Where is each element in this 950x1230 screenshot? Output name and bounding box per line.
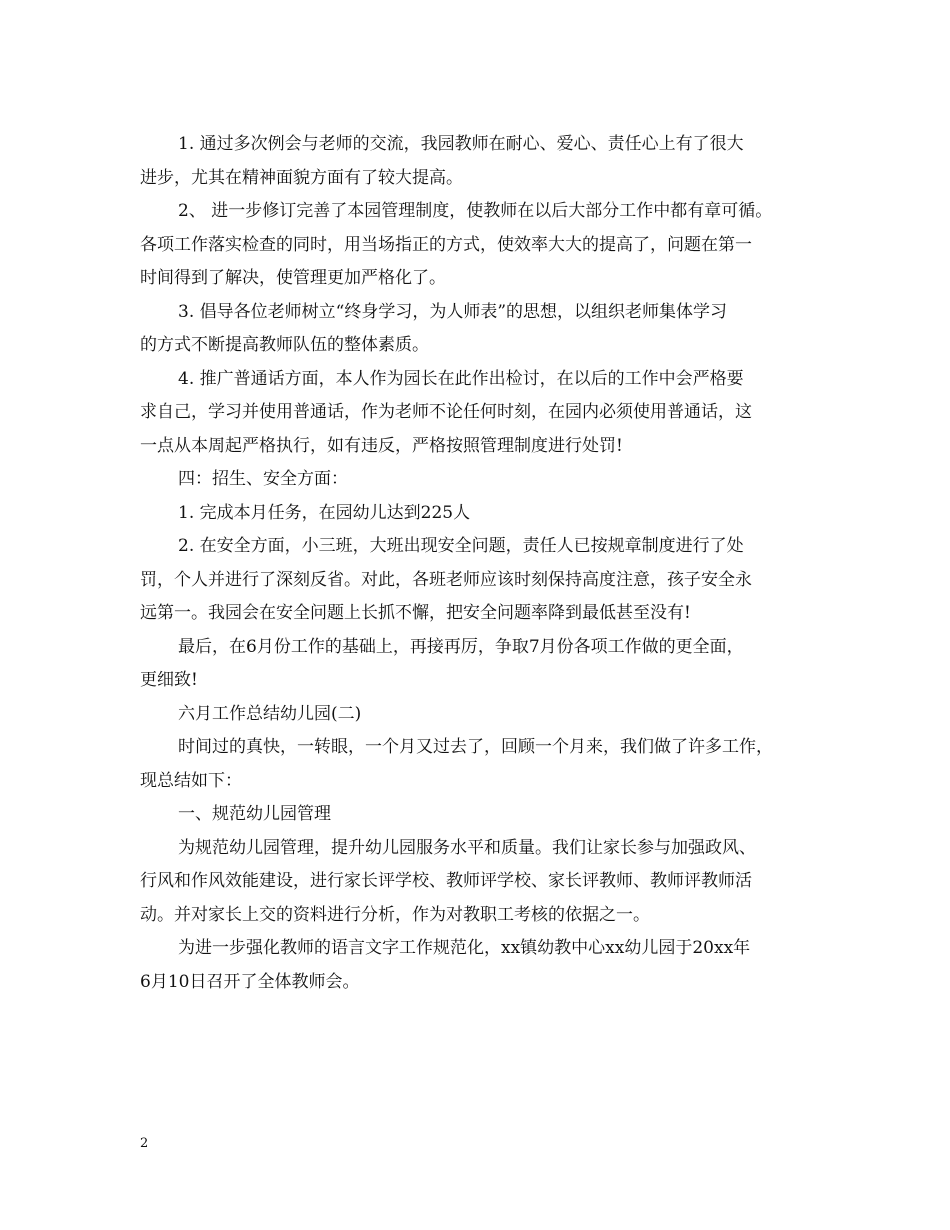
text-line: 2. 在安全方面，小三班，大班出现安全问题，责任人已按规章制度进行了处: [178, 536, 744, 556]
text-line: 求自己，学习并使用普通话，作为老师不论任何时刻，在园内必须使用普通话，这: [140, 402, 752, 422]
page-number: 2: [140, 1136, 149, 1151]
text-line: 4. 推广普通话方面，本人作为园长在此作出检讨，在以后的工作中会严格要: [178, 368, 744, 389]
text-line: 一点从本周起严格执行，如有违反，严格按照管理制度进行处罚!: [140, 435, 623, 456]
text-line: 3. 倡导各位老师树立“终身学习，为人师表”的思想，以组织老师集体学习: [178, 301, 728, 322]
text-line: 1. 完成本月任务，在园幼儿达到225人: [178, 502, 471, 523]
text-line: 时间过的真快，一转眼，一个月又过去了，回顾一个月来，我们做了许多工作，: [178, 737, 773, 757]
text-line: 的方式不断提高教师队伍的整体素质。: [140, 335, 429, 355]
text-line: 六月工作总结幼儿园(二): [178, 703, 362, 724]
text-line: 进步，尤其在精神面貌方面有了较大提高。: [140, 167, 463, 188]
text-line: 远第一。我园会在安全问题上长抓不懈，把安全问题率降到最低甚至没有!: [140, 603, 691, 623]
text-line: 各项工作落实检查的同时，用当场指正的方式，使效率大大的提高了，问题在第一: [140, 234, 752, 255]
text-line: 为进一步强化教师的语言文字工作规范化，xx镇幼教中心xx幼儿园于20xx年: [178, 938, 751, 958]
document-body: [140, 128, 820, 999]
text-line: 四：招生、安全方面：: [178, 469, 348, 489]
text-line: 更细致!: [140, 670, 198, 690]
text-line: 最后，在6月份工作的基础上，再接再厉，争取7月份各项工作做的更全面，: [178, 636, 744, 657]
text-line: 动。并对家长上交的资料进行分析，作为对教职工考核的依据之一。: [140, 904, 650, 925]
text-line: 1. 通过多次例会与老师的交流，我园教师在耐心、爱心、责任心上有了很大: [178, 134, 744, 154]
text-line: 一、规范幼儿园管理: [178, 804, 331, 824]
text-line: 行风和作风效能建设，进行家长评学校、教师评学校、家长评教师、教师评教师活: [140, 871, 752, 891]
text-line: 为规范幼儿园管理，提升幼儿园服务水平和质量。我们让家长参与加强政风、: [178, 837, 756, 858]
text-line: 罚，个人并进行了深刻反省。对此，各班老师应该时刻保持高度注意，孩子安全永: [140, 569, 752, 590]
text-line: 2、 进一步修订完善了本园管理制度，使教师在以后大部分工作中都有章可循。: [178, 201, 773, 221]
text-line: 6月10日召开了全体教师会。: [140, 971, 360, 992]
text-line: 现总结如下：: [140, 770, 242, 791]
text-line: 时间得到了解决，使管理更加严格化了。: [140, 268, 446, 288]
